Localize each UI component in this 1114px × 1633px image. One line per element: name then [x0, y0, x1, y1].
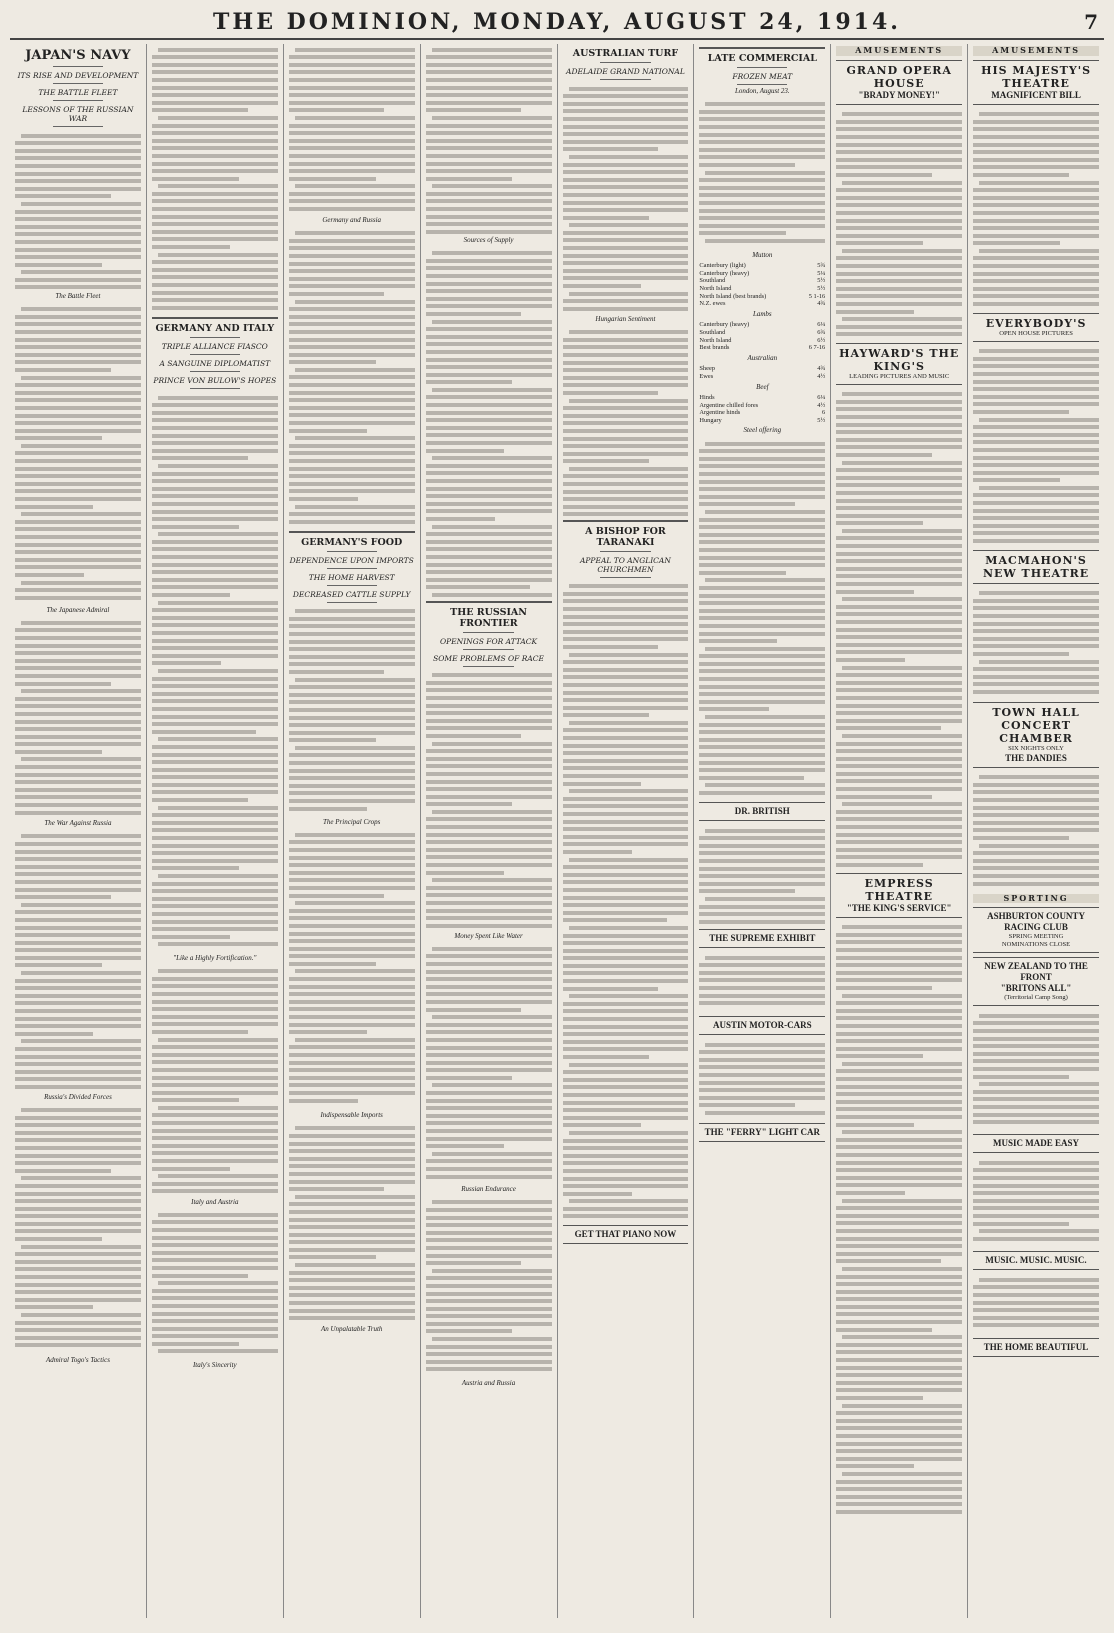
ad-subtitle: NOMINATIONS CLOSE [1001, 941, 1071, 949]
section-heading: Germany and Russia [322, 216, 382, 224]
article-body [426, 44, 552, 234]
section-banner: AMUSEMENTS [973, 46, 1099, 56]
advertisement [699, 929, 825, 948]
advertisement [973, 1251, 1099, 1270]
section-banner: AMUSEMENTS [836, 46, 962, 56]
price-label: Best brands [699, 344, 730, 352]
price-value: 6 [822, 409, 826, 417]
column-2 [147, 44, 284, 1618]
price-row [699, 409, 825, 417]
section-heading: Russia's Divided Forces [44, 1092, 112, 1101]
headline: THE RUSSIAN FRONTIER [450, 606, 527, 629]
subheadline: OPENINGS FOR ATTACK [439, 636, 538, 646]
ad-subtitle: MAGNIFICENT BILL [991, 89, 1081, 100]
advertisement [699, 1123, 825, 1142]
article-body [699, 952, 825, 1012]
price-label: North Island (best brands) [699, 292, 767, 300]
subheadline: A SANGUINE DIPLOMATIST [159, 359, 271, 368]
price-value: 4¾ [817, 300, 826, 308]
price-label: Hinds [699, 394, 715, 402]
masthead [10, 6, 1104, 40]
price-label: Argentine chilled fores [699, 401, 759, 409]
price-row [699, 394, 825, 402]
article-body [699, 438, 825, 798]
ad-subtitle: THE DANDIES [1005, 752, 1067, 763]
advertisement [836, 60, 962, 105]
section-heading: "Like a Highly Fortification." [173, 954, 257, 962]
article-body [289, 228, 415, 528]
article-body [699, 1039, 825, 1119]
section-heading: Steel offering [743, 426, 782, 435]
price-value: 5¾ [817, 262, 826, 270]
price-label: Canterbury (light) [699, 262, 746, 270]
ad-title: HIS MAJESTY'S THEATRE [981, 63, 1092, 90]
price-table [699, 394, 825, 424]
section-heading: Admiral Togo's Tactics [45, 1356, 110, 1365]
price-label: Canterbury (heavy) [699, 269, 750, 277]
price-value: 5½ [817, 284, 826, 292]
article-body [563, 581, 689, 1221]
ad-title: MUSIC. MUSIC. MUSIC. [985, 1255, 1087, 1266]
price-row [699, 285, 825, 293]
advertisement [836, 873, 962, 918]
price-label: Southland [699, 328, 726, 336]
price-label: Argentine hinds [699, 409, 741, 417]
ad-title: AUSTIN MOTOR-CARS [713, 1020, 812, 1031]
ad-body [973, 109, 1099, 309]
section-heading: Beef [756, 382, 769, 391]
section-heading: Indispensable Imports [320, 1111, 383, 1120]
column-6 [694, 44, 831, 1618]
ad-title: THE "FERRY" LIGHT CAR [704, 1127, 820, 1138]
ad-title: MACMAHON'S NEW THEATRE [982, 553, 1090, 580]
price-row [699, 344, 825, 352]
ad-body [973, 588, 1099, 698]
page-number: 7 [1084, 10, 1098, 34]
price-row [699, 277, 825, 285]
price-value: 6¼ [817, 394, 826, 402]
ad-subtitle: (Territorial Camp Song) [1004, 994, 1068, 1002]
ad-body [836, 922, 962, 1522]
article-body [152, 1209, 278, 1359]
ad-title: GRAND OPERA HOUSE [846, 63, 952, 90]
ad-title: THE HOME BEAUTIFUL [983, 1342, 1089, 1353]
section-heading: The Battle Fleet [55, 292, 101, 300]
ad-subtitle: "THE KING'S SERVICE" [846, 902, 952, 913]
ad-body [973, 346, 1099, 546]
ad-title: GET THAT PIANO NOW [574, 1228, 677, 1239]
section-heading: Sources of Supply [463, 236, 514, 244]
price-value: 5½ [817, 416, 826, 424]
headline: AUSTRALIAN TURF [572, 48, 679, 59]
price-value: 4½ [817, 401, 826, 409]
section-banner: SPORTING [973, 894, 1099, 904]
subheadline: THE HOME HARVEST [308, 572, 395, 582]
price-table [699, 262, 825, 308]
advertisement [973, 702, 1099, 768]
section-heading: Russian Endurance [461, 1185, 516, 1194]
ad-subtitle: "BRITONS ALL" [1000, 983, 1072, 994]
advertisement [973, 550, 1099, 584]
headline: LATE COMMERCIAL [707, 53, 817, 64]
article-body [426, 1197, 552, 1377]
headline: A BISHOP FOR TARANAKI [585, 525, 666, 548]
article-body [426, 943, 552, 1183]
price-table [699, 321, 825, 351]
section-heading: Austria and Russia [461, 1378, 516, 1387]
article-body [15, 1104, 141, 1354]
price-value: 6¾ [817, 328, 826, 336]
advertisement [973, 1134, 1099, 1153]
headline: JAPAN'S NAVY [25, 48, 131, 63]
article-body [426, 248, 552, 598]
article-body [563, 83, 689, 313]
article-body [563, 327, 689, 517]
newspaper-page [10, 6, 1104, 1618]
subheadline: APPEAL TO ANGLICAN CHURCHMEN [579, 555, 671, 574]
article-body [15, 130, 141, 290]
price-label: Hungary [699, 416, 722, 424]
price-label: North Island [699, 284, 732, 292]
article-body [15, 617, 141, 817]
subheadline: DECREASED CATTLE SUPPLY [292, 589, 411, 599]
price-value: 4¾ [817, 365, 826, 373]
ad-subtitle: SPRING MEETING [1008, 933, 1064, 941]
ad-title: EMPRESS THEATRE [864, 876, 934, 903]
ad-subtitle: "BRADY MONEY!" [858, 89, 940, 100]
price-label: Southland [699, 277, 726, 285]
price-label: Sheep [699, 365, 715, 373]
price-value: 6¼ [817, 321, 826, 329]
advertisement [699, 1016, 825, 1035]
price-row [699, 402, 825, 410]
article-body [699, 99, 825, 249]
price-row [699, 329, 825, 337]
ad-body [973, 1157, 1099, 1247]
ad-body [973, 772, 1099, 892]
price-label: Canterbury (heavy) [699, 321, 750, 329]
subheadline: THE BATTLE FLEET [38, 88, 118, 97]
price-row [699, 262, 825, 270]
advertisement [973, 1338, 1099, 1357]
column-8 [968, 44, 1104, 1618]
section-heading: Money Spent Like Water [454, 931, 523, 940]
ad-title: NEW ZEALAND TO THE FRONT [984, 961, 1088, 983]
article-body [289, 606, 415, 816]
ad-title: ASHBURTON COUNTY RACING CLUB [987, 911, 1085, 933]
price-row [699, 270, 825, 278]
headline: GERMANY'S FOOD [301, 536, 403, 548]
section-heading: Mutton [752, 250, 773, 259]
ad-title: EVERYBODY'S [985, 316, 1087, 330]
advertisement [699, 802, 825, 821]
section-heading: The Japanese Admiral [46, 605, 110, 614]
column-3 [284, 44, 421, 1618]
ad-title: HAYWARD'S THE KING'S [839, 346, 960, 373]
price-label: N.Z. ewes [699, 300, 726, 308]
article-body [152, 44, 278, 314]
section-heading: Italy's Sincerity [192, 1361, 237, 1370]
price-value: 5 1-16 [808, 292, 826, 300]
price-row [699, 321, 825, 329]
column-7 [831, 44, 968, 1618]
article-body [15, 304, 141, 604]
price-row [699, 365, 825, 373]
section-heading: Hungarian Sentiment [595, 315, 656, 323]
section-heading: Italy and Austria [191, 1197, 239, 1206]
ad-title: DR. BRITISH [734, 806, 790, 817]
column-1 [10, 44, 147, 1618]
advertisement [836, 343, 962, 385]
column-5 [558, 44, 695, 1618]
price-row [699, 293, 825, 301]
headline: GERMANY AND ITALY [155, 323, 275, 334]
advertisement [973, 313, 1099, 342]
ad-title: TOWN HALL CONCERT CHAMBER [992, 705, 1080, 745]
advertisement [973, 907, 1099, 953]
price-label: North Island [699, 336, 732, 344]
price-table [699, 365, 825, 380]
subheadline: DEPENDENCE UPON IMPORTS [289, 555, 414, 565]
price-value: 5½ [817, 277, 826, 285]
columns [10, 44, 1104, 1618]
dateline: London, August 23. [734, 87, 790, 95]
section-heading: The War Against Russia [44, 819, 112, 828]
ad-body [973, 1274, 1099, 1334]
masthead-title: THE DOMINION, MONDAY, AUGUST 24, 1914. [213, 9, 901, 35]
subheadline: SOME PROBLEMS OF RACE [433, 653, 544, 663]
ad-title: THE SUPREME EXHIBIT [709, 933, 816, 944]
subheadline: ADELAIDE GRAND NATIONAL [566, 67, 685, 76]
section-heading: Australian [747, 353, 778, 362]
ad-body [836, 389, 962, 869]
price-label: Ewes [699, 372, 714, 380]
advertisement [973, 60, 1099, 105]
ad-subtitle: OPEN HOUSE PICTURES [999, 329, 1073, 337]
ad-subtitle: LEADING PICTURES AND MUSIC [849, 372, 950, 380]
ad-body [973, 1010, 1099, 1130]
article-body [15, 831, 141, 1091]
subheadline: LESSONS OF THE RUSSIAN WAR [22, 105, 134, 123]
section-heading: The Principal Crops [323, 817, 381, 826]
price-value: 6½ [817, 336, 826, 344]
subheadline: TRIPLE ALLIANCE FIASCO [161, 342, 268, 351]
price-row [699, 337, 825, 345]
price-value: 5¼ [817, 269, 826, 277]
article-body [289, 44, 415, 214]
article-body [289, 829, 415, 1109]
column-4 [421, 44, 558, 1618]
advertisement [973, 957, 1099, 1006]
article-body [426, 670, 552, 930]
subheadline: ITS RISE AND DEVELOPMENT [17, 71, 139, 80]
price-row [699, 417, 825, 425]
ad-title: MUSIC MADE EASY [993, 1138, 1080, 1149]
price-row [699, 300, 825, 308]
subheadline: PRINCE VON BULOW'S HOPES [153, 376, 277, 385]
article-body [152, 966, 278, 1196]
article-body [699, 825, 825, 925]
section-heading: An Unpalatable Truth [320, 1324, 383, 1333]
article-body [289, 1123, 415, 1323]
price-row [699, 373, 825, 381]
article-body [152, 392, 278, 952]
section-heading: Lambs [752, 309, 772, 318]
subheadline: FROZEN MEAT [732, 72, 793, 81]
advertisement [563, 1225, 689, 1244]
price-value: 6 7-16 [808, 344, 826, 352]
price-value: 4½ [817, 372, 826, 380]
ad-body [836, 109, 962, 339]
ad-subtitle: SIX NIGHTS ONLY [1008, 744, 1064, 752]
